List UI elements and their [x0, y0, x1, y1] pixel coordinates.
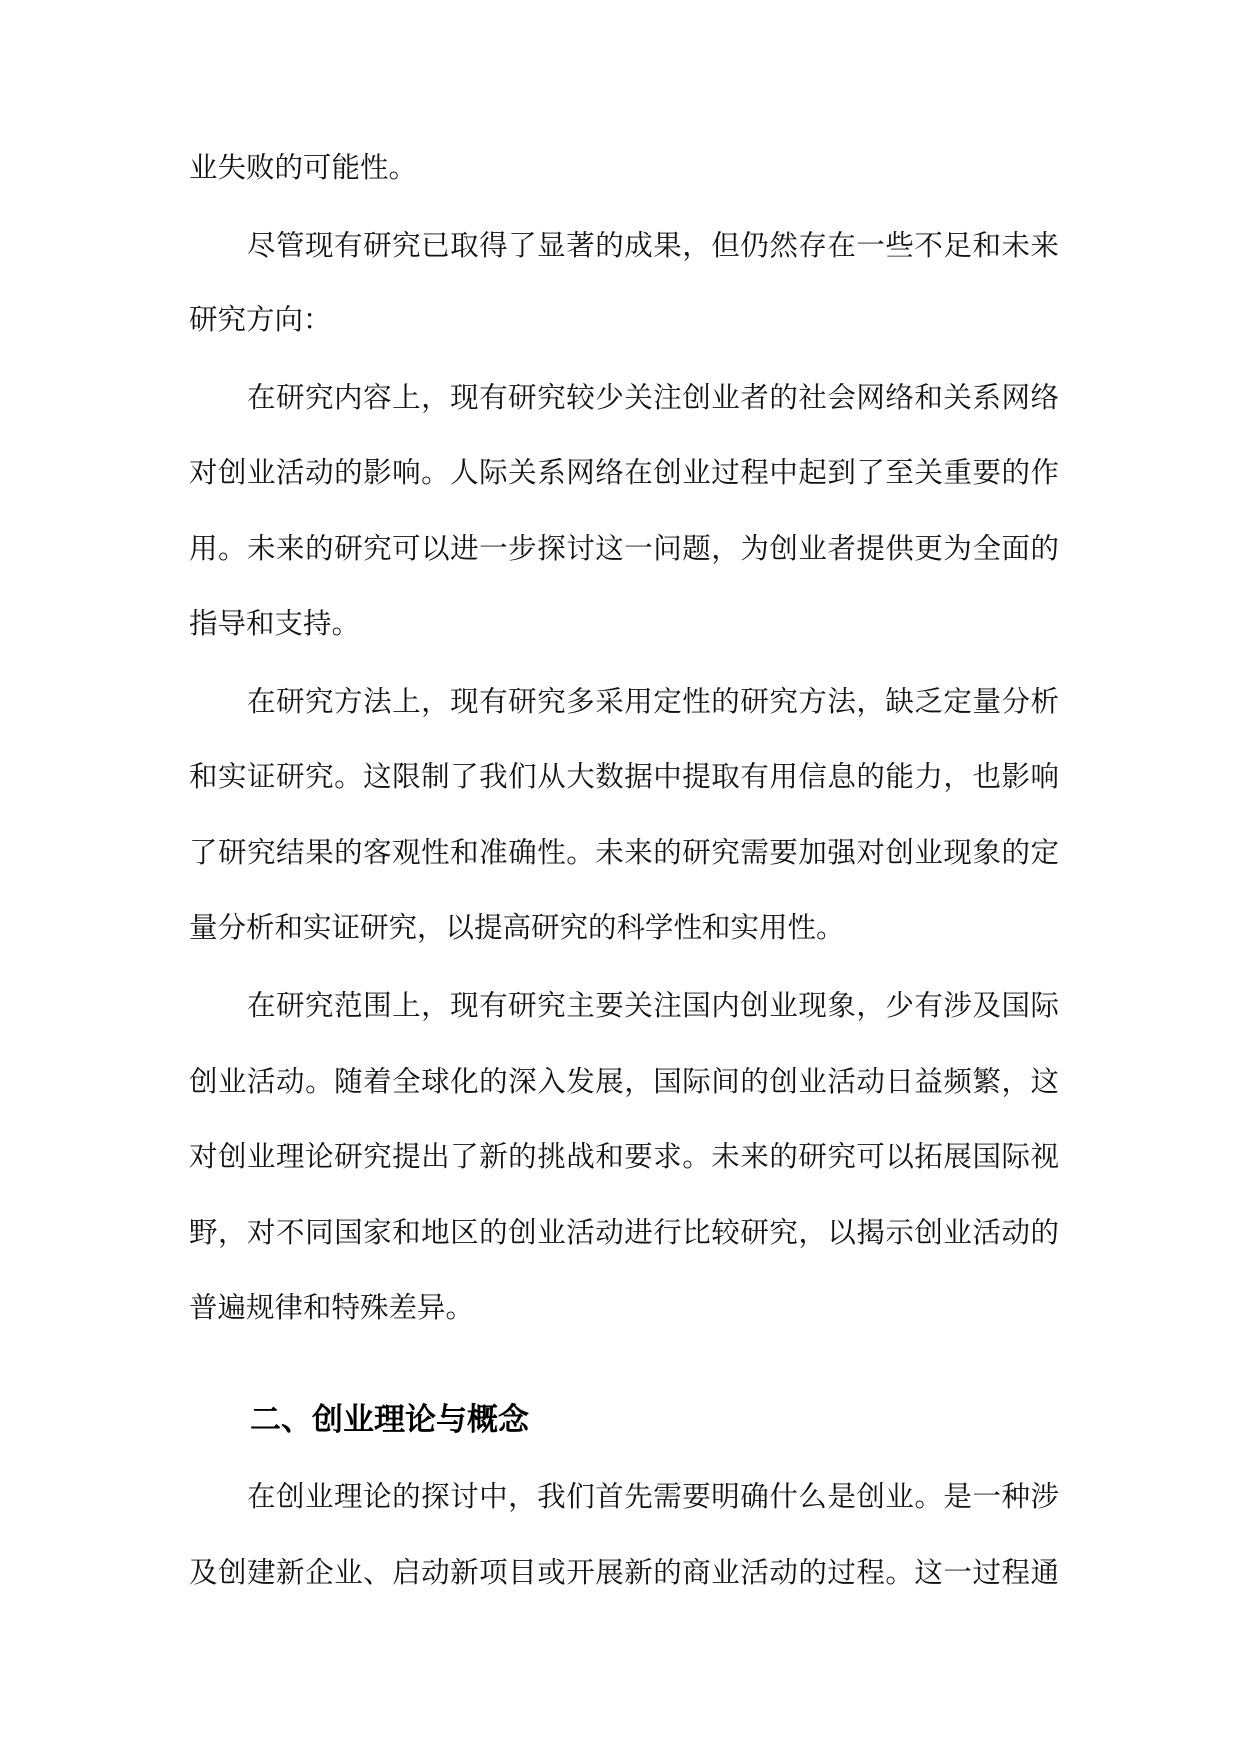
paragraph-3-line-1: 在研究方法上，现有研究多采用定性的研究方法，缺乏定量分析	[247, 685, 1059, 718]
section-paragraph-line-2: 及创建新企业、启动新项目或开展新的商业活动的过程。这一过程通	[189, 1556, 1059, 1589]
paragraph-2-line-2: 对创业活动的影响。人际关系网络在创业过程中起到了至关重要的作	[189, 456, 1059, 489]
section-paragraph-line-1: 在创业理论的探讨中，我们首先需要明确什么是创业。是一种涉	[247, 1480, 1059, 1513]
paragraph-2-line-4: 指导和支持。	[189, 607, 361, 640]
paragraph-4-line-3: 对创业理论研究提出了新的挑战和要求。未来的研究可以拓展国际视	[189, 1140, 1059, 1173]
paragraph-1-line-2: 研究方向：	[189, 303, 332, 336]
paragraph-4-line-1: 在研究范围上，现有研究主要关注国内创业现象，少有涉及国际	[247, 989, 1059, 1022]
paragraph-2-line-1: 在研究内容上，现有研究较少关注创业者的社会网络和关系网络	[247, 381, 1059, 414]
paragraph-1-line-1: 尽管现有研究已取得了显著的成果，但仍然存在一些不足和未来	[247, 229, 1059, 262]
paragraph-3-line-3: 了研究结果的客观性和准确性。未来的研究需要加强对创业现象的定	[189, 836, 1059, 869]
paragraph-3-line-2: 和实证研究。这限制了我们从大数据中提取有用信息的能力，也影响	[189, 760, 1059, 793]
paragraph-2-line-3: 用。未来的研究可以进一步探讨这一问题，为创业者提供更为全面的	[189, 532, 1059, 565]
section-heading: 二、创业理论与概念	[250, 1402, 529, 1438]
paragraph-4-line-5: 普遍规律和特殊差异。	[189, 1291, 475, 1324]
paragraph-0-line-1: 业失败的可能性。	[189, 151, 418, 184]
paragraph-4-line-4: 野，对不同国家和地区的创业活动进行比较研究，以揭示创业活动的	[189, 1216, 1059, 1249]
paragraph-4-line-2: 创业活动。随着全球化的深入发展，国际间的创业活动日益频繁，这	[189, 1065, 1059, 1098]
paragraph-3-line-4: 量分析和实证研究，以提高研究的科学性和实用性。	[189, 911, 845, 944]
